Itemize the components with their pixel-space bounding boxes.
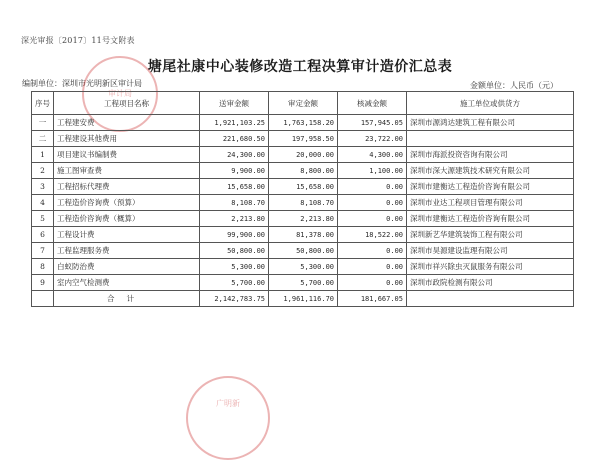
row-index: 二 bbox=[32, 131, 54, 147]
row-approved-amount: 50,800.00 bbox=[269, 243, 338, 259]
table-body bbox=[32, 115, 574, 307]
row-reduced-amount: 0.00 bbox=[338, 275, 407, 291]
row-reduced-amount: 18,522.00 bbox=[338, 227, 407, 243]
row-index: 一 bbox=[32, 115, 54, 131]
row-submitted-amount: 5,700.00 bbox=[200, 275, 269, 291]
table-row bbox=[32, 131, 574, 147]
row-contractor: 深圳市政院检测有限公司 bbox=[407, 275, 574, 291]
column-header-submitted: 送审金额 bbox=[200, 92, 269, 115]
row-reduced-amount: 0.00 bbox=[338, 243, 407, 259]
table-row bbox=[32, 211, 574, 227]
row-reduced-amount: 0.00 bbox=[338, 259, 407, 275]
table-row bbox=[32, 275, 574, 291]
row-submitted-amount: 24,300.00 bbox=[200, 147, 269, 163]
row-reduced-amount: 1,100.00 bbox=[338, 163, 407, 179]
row-item-name: 项目建议书编制费 bbox=[54, 147, 200, 163]
currency-unit: 金额单位：人民币（元） bbox=[470, 81, 558, 90]
table-row bbox=[32, 227, 574, 243]
row-contractor: 深圳市建衡达工程造价咨询有限公司 bbox=[407, 211, 574, 227]
row-contractor: 深圳市业达工程项目管理有限公司 bbox=[407, 195, 574, 211]
row-item-name: 工程造价咨询费（概算） bbox=[54, 211, 200, 227]
row-index: 8 bbox=[32, 259, 54, 275]
page-title: 塘尾社康中心装修改造工程决算审计造价汇总表 bbox=[147, 59, 453, 75]
table-row bbox=[32, 115, 574, 131]
row-approved-amount: 197,958.50 bbox=[269, 131, 338, 147]
row-submitted-amount: 8,108.70 bbox=[200, 195, 269, 211]
row-submitted-amount: 99,900.00 bbox=[200, 227, 269, 243]
row-approved-amount: 15,658.00 bbox=[269, 179, 338, 195]
row-item-name: 工程建设其他费用 bbox=[54, 131, 200, 147]
row-submitted-amount: 1,921,103.25 bbox=[200, 115, 269, 131]
row-reduced-amount: 0.00 bbox=[338, 211, 407, 227]
row-index: 6 bbox=[32, 227, 54, 243]
row-index: 1 bbox=[32, 147, 54, 163]
row-approved-amount: 5,300.00 bbox=[269, 259, 338, 275]
row-index: 2 bbox=[32, 163, 54, 179]
seal-bottom-text: 广明新 bbox=[216, 399, 240, 408]
row-contractor: 深圳市源鸿达建筑工程有限公司 bbox=[407, 115, 574, 131]
column-header-name: 工程项目名称 bbox=[54, 92, 200, 115]
row-submitted-amount: 2,142,783.75 bbox=[200, 291, 269, 307]
column-header-approved: 审定金额 bbox=[269, 92, 338, 115]
preparing-unit: 编制单位：深圳市光明新区审计局 bbox=[22, 79, 142, 88]
row-submitted-amount: 221,680.50 bbox=[200, 131, 269, 147]
row-index: 9 bbox=[32, 275, 54, 291]
total-row bbox=[32, 291, 574, 307]
row-contractor: 深圳市深大源建筑技术研究有限公司 bbox=[407, 163, 574, 179]
row-approved-amount: 8,108.70 bbox=[269, 195, 338, 211]
row-item-name: 工程监理服务费 bbox=[54, 243, 200, 259]
table-row bbox=[32, 259, 574, 275]
row-index: 5 bbox=[32, 211, 54, 227]
official-seal-bottom bbox=[186, 376, 270, 460]
row-reduced-amount: 0.00 bbox=[338, 179, 407, 195]
row-contractor: 深圳市祥兴除虫灭鼠服务有限公司 bbox=[407, 259, 574, 275]
column-header-contractor: 施工单位或供货方 bbox=[407, 92, 574, 115]
row-reduced-amount: 181,667.05 bbox=[338, 291, 407, 307]
row-item-name: 工程造价咨询费（预算） bbox=[54, 195, 200, 211]
column-header-reduced: 核减金额 bbox=[338, 92, 407, 115]
row-reduced-amount: 0.00 bbox=[338, 195, 407, 211]
row-index: 4 bbox=[32, 195, 54, 211]
row-submitted-amount: 2,213.80 bbox=[200, 211, 269, 227]
row-contractor bbox=[407, 131, 574, 147]
row-index bbox=[32, 291, 54, 307]
row-submitted-amount: 50,800.00 bbox=[200, 243, 269, 259]
row-item-name: 室内空气检测费 bbox=[54, 275, 200, 291]
row-approved-amount: 8,800.00 bbox=[269, 163, 338, 179]
row-approved-amount: 5,700.00 bbox=[269, 275, 338, 291]
row-item-name: 施工图审查费 bbox=[54, 163, 200, 179]
table-row bbox=[32, 147, 574, 163]
row-contractor: 深圳新艺华建筑装饰工程有限公司 bbox=[407, 227, 574, 243]
row-submitted-amount: 5,300.00 bbox=[200, 259, 269, 275]
row-reduced-amount: 4,300.00 bbox=[338, 147, 407, 163]
row-approved-amount: 81,378.00 bbox=[269, 227, 338, 243]
row-approved-amount: 20,000.00 bbox=[269, 147, 338, 163]
audit-summary-table bbox=[31, 91, 574, 307]
column-header-index: 序号 bbox=[32, 92, 54, 115]
row-item-name: 白蚁防治费 bbox=[54, 259, 200, 275]
row-approved-amount: 1,763,158.20 bbox=[269, 115, 338, 131]
table-row bbox=[32, 163, 574, 179]
row-approved-amount: 1,961,116.70 bbox=[269, 291, 338, 307]
seal-top-text: 审计局 bbox=[108, 89, 132, 98]
row-approved-amount: 2,213.80 bbox=[269, 211, 338, 227]
row-item-name: 工程设计费 bbox=[54, 227, 200, 243]
table-row bbox=[32, 243, 574, 259]
row-contractor bbox=[407, 291, 574, 307]
row-item-name: 合计 bbox=[54, 291, 200, 307]
row-contractor: 深圳市昊源建设监理有限公司 bbox=[407, 243, 574, 259]
row-reduced-amount: 23,722.00 bbox=[338, 131, 407, 147]
row-item-name: 工程建安费 bbox=[54, 115, 200, 131]
table-row bbox=[32, 195, 574, 211]
row-submitted-amount: 15,658.00 bbox=[200, 179, 269, 195]
row-index: 3 bbox=[32, 179, 54, 195]
row-contractor: 深圳市海派投资咨询有限公司 bbox=[407, 147, 574, 163]
table-header-row bbox=[32, 92, 574, 115]
row-index: 7 bbox=[32, 243, 54, 259]
row-contractor: 深圳市建衡达工程造价咨询有限公司 bbox=[407, 179, 574, 195]
document-reference: 深光审报〔2017〕11号文附表 bbox=[21, 36, 135, 45]
row-item-name: 工程招标代理费 bbox=[54, 179, 200, 195]
table-row bbox=[32, 179, 574, 195]
row-submitted-amount: 9,900.00 bbox=[200, 163, 269, 179]
row-reduced-amount: 157,945.05 bbox=[338, 115, 407, 131]
